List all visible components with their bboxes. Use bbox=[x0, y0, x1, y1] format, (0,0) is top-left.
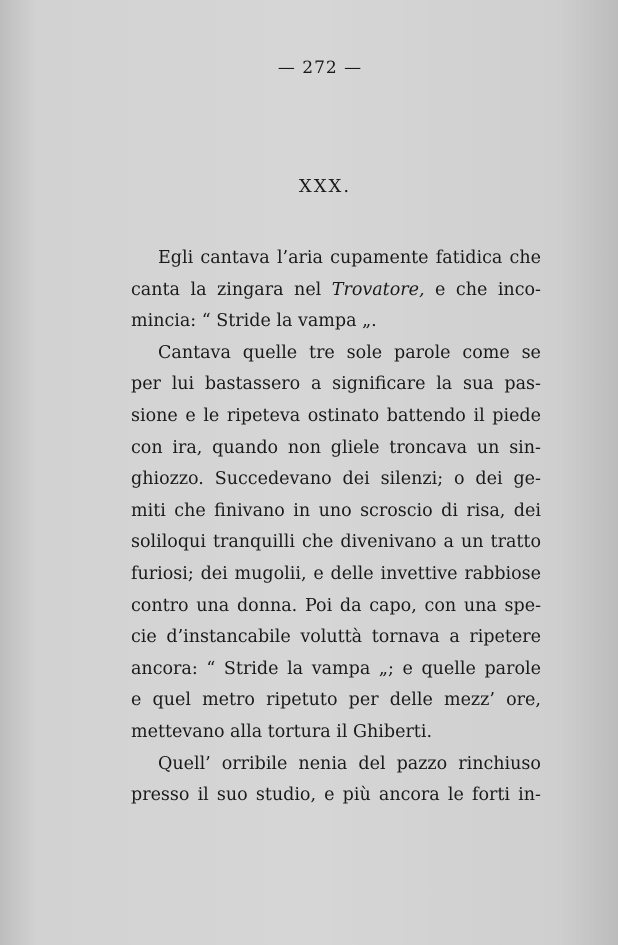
text-line: miti che finivano in uno scroscio di risa, dei bbox=[131, 500, 541, 521]
body-text bbox=[131, 243, 541, 812]
text-line: ancora: “ Stride la vampa „; e quelle parole bbox=[131, 658, 541, 679]
text-line: canta la zingara nel Trovatore, e che inco- bbox=[131, 279, 541, 300]
text-line: Cantava quelle tre sole parole come se bbox=[158, 342, 541, 363]
text-line: con ira, quando non gliele troncava un sin- bbox=[131, 437, 541, 458]
text-line: mettevano alla tortura il Ghiberti. bbox=[131, 721, 433, 742]
chapter-heading: XXX. bbox=[298, 176, 352, 197]
text-line: sione e le ripeteva ostinato battendo il piede bbox=[131, 405, 541, 426]
text-line: presso il suo studio, e più ancora le forti in- bbox=[131, 785, 541, 806]
text-line: soliloqui tranquilli che divenivano a un tratto bbox=[131, 532, 541, 553]
text-line: contro una donna. Poi da capo, con una spe- bbox=[131, 595, 541, 616]
text-line: ghiozzo. Succedevano dei silenzi; o dei ge- bbox=[131, 469, 541, 490]
page-number: — 272 — bbox=[277, 58, 363, 78]
text-line: per lui bastassero a significare la sua pas- bbox=[131, 374, 541, 395]
text-line: furiosi; dei mugolii, e delle invettive rabbiose bbox=[131, 563, 541, 584]
text-line: e quel metro ripetuto per delle mezz’ ore, bbox=[131, 690, 541, 711]
text-line: Egli cantava l’aria cupamente fatidica che bbox=[158, 248, 541, 268]
text-line: cie d’instancabile voluttà tornava a ripetere bbox=[131, 627, 541, 648]
text-line: mincia: “ Stride la vampa „. bbox=[131, 311, 377, 332]
text-line: Quell’ orribile nenia del pazzo rinchiuso bbox=[158, 753, 541, 774]
